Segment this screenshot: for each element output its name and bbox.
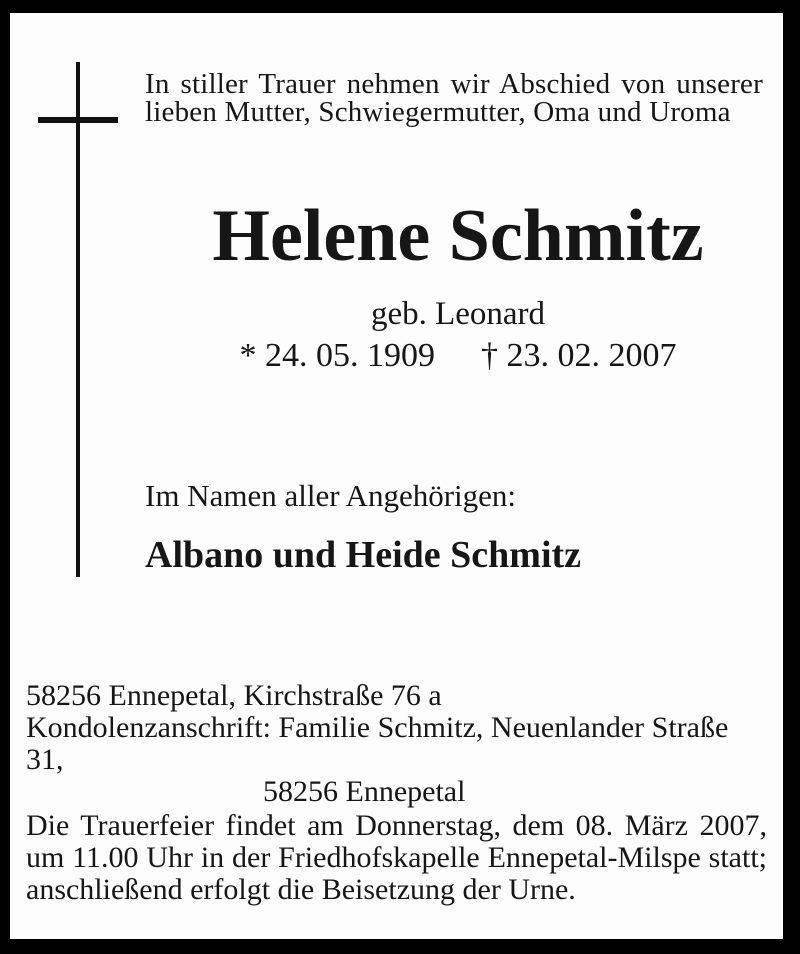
maiden-name: geb. Leonard bbox=[370, 296, 546, 332]
intro-line-1: In stiller Trauer nehmen wir Abschied von unserer bbox=[145, 68, 763, 100]
death-date: † 23. 02. 2007 bbox=[481, 337, 677, 374]
funeral-line-2: um 11.00 Uhr in der Friedhofskapelle Ennepetal-Milspe statt; bbox=[26, 841, 767, 874]
life-dates bbox=[133, 339, 783, 373]
address-line-3: 58256 Ennepetal bbox=[263, 775, 466, 808]
funeral-line-1: Die Trauerfeier findet am Donnerstag, dem 08. März 2007, bbox=[26, 809, 767, 842]
intro-paragraph bbox=[145, 70, 763, 126]
funeral-line-3: anschließend erfolgt die Beisetzung der Urne. bbox=[26, 873, 576, 906]
address-line-2: Kondolenzanschrift: Familie Schmitz, Neuenlander Straße 31, bbox=[26, 711, 729, 776]
funeral-info-paragraph bbox=[26, 810, 767, 906]
deceased-name: Helene Schmitz bbox=[212, 195, 704, 277]
birth-date: * 24. 05. 1909 bbox=[239, 337, 435, 374]
cross-horizontal-bar bbox=[38, 117, 118, 123]
obituary-page bbox=[10, 13, 783, 939]
address-line-1: 58256 Ennepetal, Kirchstraße 76 a bbox=[26, 679, 442, 712]
cross-vertical-bar bbox=[76, 62, 80, 577]
mourners-names: Albano und Heide Schmitz bbox=[145, 534, 582, 576]
closing-line: Im Namen aller Angehörigen: bbox=[145, 478, 517, 513]
intro-line-2: lieben Mutter, Schwiegermutter, Oma und Uroma bbox=[145, 96, 731, 128]
address-block bbox=[26, 680, 771, 808]
